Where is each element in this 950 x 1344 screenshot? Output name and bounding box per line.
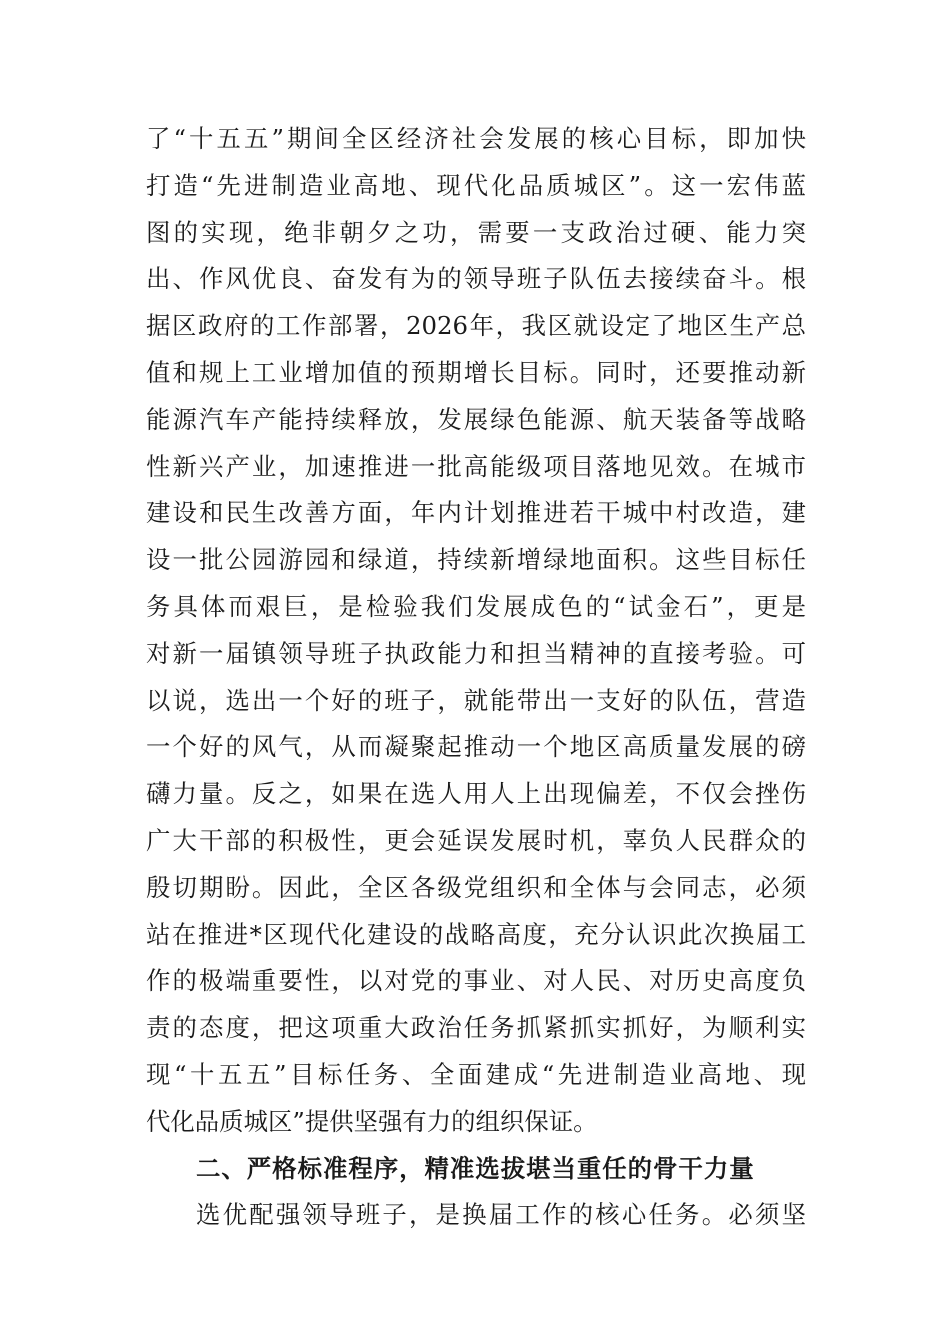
paragraph-line: 广大干部的积极性，更会延误发展时机，辜负人民群众的 <box>146 825 806 855</box>
paragraph-line: 性新兴产业，加速推进一批高能级项目落地见效。在城市 <box>146 451 806 481</box>
paragraph-line: 选优配强领导班子，是换届工作的核心任务。必须坚 <box>196 1200 806 1230</box>
paragraph-line: 了“十五五”期间全区经济社会发展的核心目标，即加快 <box>146 124 806 153</box>
paragraph-line: 建设和民生改善方面，年内计划推进若干城中村改造，建 <box>146 498 806 528</box>
paragraph-line: 值和规上工业增加值的预期增长目标。同时，还要推动新 <box>146 357 806 387</box>
paragraph-line: 站在推进*区现代化建设的战略高度，充分认识此次换届工 <box>146 919 806 949</box>
paragraph-line: 作的极端重要性，以对党的事业、对人民、对历史高度负 <box>146 966 806 996</box>
paragraph-line: 以说，选出一个好的班子，就能带出一支好的队伍，营造 <box>146 685 806 715</box>
paragraph-line: 代化品质城区”提供坚强有力的组织保证。 <box>146 1106 598 1136</box>
document-body <box>146 116 806 1239</box>
paragraph-line: 设一批公园游园和绿道，持续新增绿地面积。这些目标任 <box>146 545 806 575</box>
paragraph-line: 现“十五五”目标任务、全面建成“先进制造业高地、现 <box>146 1059 806 1089</box>
paragraph-line: 出、作风优良、奋发有为的领导班子队伍去接续奋斗。根 <box>146 264 806 294</box>
paragraph-line: 一个好的风气，从而凝聚起推动一个地区高质量发展的磅 <box>146 732 806 762</box>
paragraph-line: 殷切期盼。因此，全区各级党组织和全体与会同志，必须 <box>146 872 806 902</box>
paragraph-line: 打造“先进制造业高地、现代化品质城区”。这一宏伟蓝 <box>146 170 806 200</box>
paragraph-line: 能源汽车产能持续释放，发展绿色能源、航天装备等战略 <box>146 404 806 434</box>
section-heading: 二、严格标准程序，精准选拔堪当重任的骨干力量 <box>196 1153 755 1183</box>
paragraph-line: 礴力量。反之，如果在选人用人上出现偏差，不仅会挫伤 <box>146 779 806 809</box>
paragraph-line: 图的实现，绝非朝夕之功，需要一支政治过硬、能力突 <box>146 217 806 247</box>
paragraph-line: 据区政府的工作部署，2026年，我区就设定了地区生产总 <box>146 311 806 341</box>
paragraph-line: 对新一届镇领导班子执政能力和担当精神的直接考验。可 <box>146 638 806 668</box>
paragraph-line: 务具体而艰巨，是检验我们发展成色的“试金石”，更是 <box>146 591 806 621</box>
paragraph-line: 责的态度，把这项重大政治任务抓紧抓实抓好，为顺利实 <box>146 1013 806 1043</box>
